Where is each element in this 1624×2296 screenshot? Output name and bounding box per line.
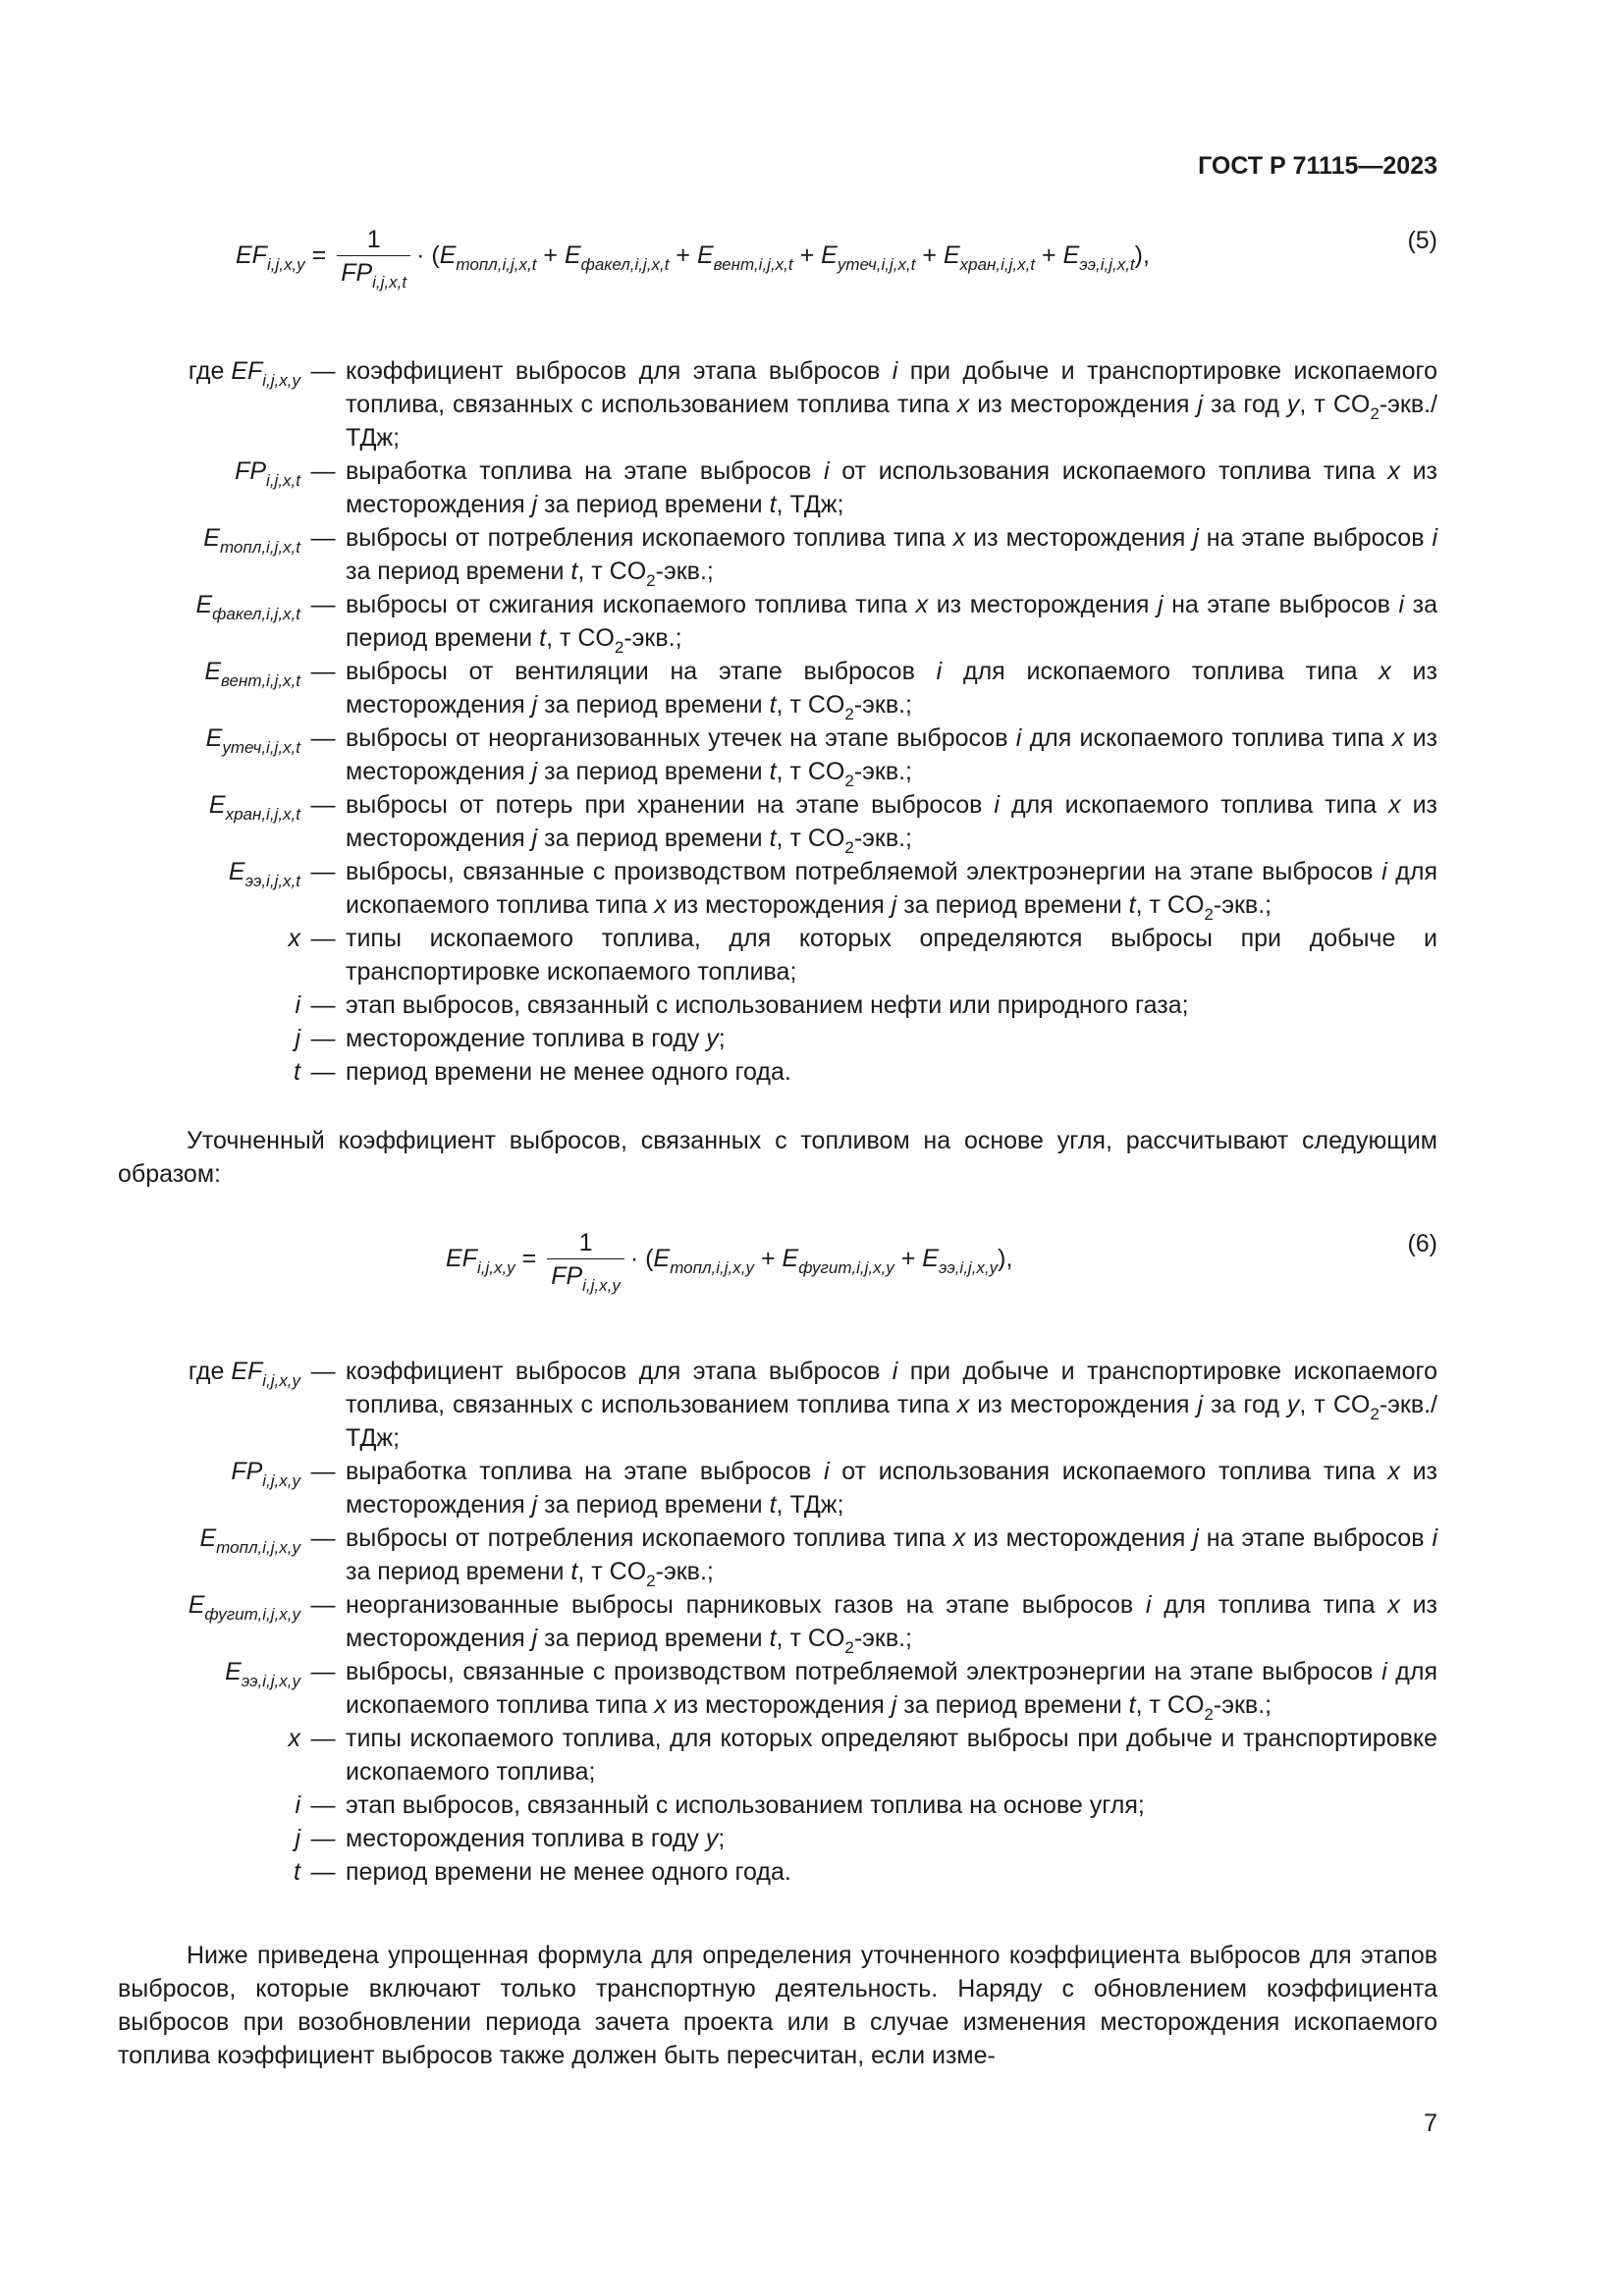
definitions-list-2 bbox=[118, 1355, 1437, 1889]
formula-term: $E_{топл,i,j,x,y}$ + bbox=[653, 1245, 783, 1278]
equation-number: (6) bbox=[1407, 1230, 1437, 1257]
definition-text: выбросы от неорганизованных утечек на этапе выбросов i для ископаемого топлива типа x из месторождения j за период времени t, т $CO_2$-экв.; bbox=[346, 724, 1437, 790]
definition-symbol: j bbox=[295, 1825, 300, 1852]
formula-6: $EF_{i,j,x,y}$ = $\frac{1}{FP_{i,j,x,y}}$ · $(E_{топл,i,j,x,y} + E_{фугит,i,j,x,y} + E_{ээ,i,j,x,y})$, (6) bbox=[446, 1229, 1437, 1295]
definition-item: $E_{ээ,i,j,x,y}$ — выбросы, связанные с производством потребляемой электроэнергии на этапе выбросов i для ископаемого топлива типа x из месторождения j за период времени t, т $CO_2$-экв.; bbox=[118, 1655, 1437, 1722]
definition-item: x — типы ископаемого топлива, для которых определяют выбросы при добыче и транспортировке ископаемого топлива; bbox=[118, 1722, 1437, 1789]
fraction: $\frac{1}{FP_{i,j,x,t}}$ bbox=[337, 224, 410, 290]
definition-item: $FP_{i,j,x,t}$ — выработка топлива на этапе выбросов i от использования ископаемого топлива типа x из месторождения j за период времени t, ТДж; bbox=[118, 454, 1437, 521]
definition-text: период времени не менее одного года. bbox=[346, 1058, 791, 1086]
definition-text: типы ископаемого топлива, для которых определяют выбросы при добыче и транспортировке ископаемого топлива; bbox=[346, 1725, 1437, 1786]
definition-symbol: $E_{топл,i,j,x,t}$ bbox=[203, 524, 300, 557]
definition-text: месторождение топлива в году y; bbox=[346, 1025, 726, 1052]
definition-symbol: $E_{фугит,i,j,x,y}$ bbox=[188, 1591, 300, 1624]
definition-symbol: $FP_{i,j,x,t}$ bbox=[235, 457, 300, 490]
definition-item: где $EF_{i,j,x,y}$ — коэффициент выбросов для этапа выбросов i при добыче и транспортировке ископаемого топлива, связанных с использованием топлива типа x из месторождения j за год y, т $CO_2-экв$./ТДж; bbox=[118, 354, 1437, 454]
definition-item: $E_{фугит,i,j,x,y}$ — неорганизованные выбросы парниковых газов на этапе выбросов i для топлива типа x из месторождения j за период времени t, т $CO_2$-экв.; bbox=[118, 1588, 1437, 1655]
definition-text: типы ископаемого топлива, для которых определяются выбросы при добыче и транспортировке ископаемого топлива; bbox=[346, 925, 1437, 986]
definition-text: выбросы от потребления ископаемого топлива типа x из месторождения j на этапе выбросов i за период времени t, т $CO_2$-экв.; bbox=[346, 524, 1437, 590]
definition-text: выбросы, связанные с производством потребляемой электроэнергии на этапе выбросов i для ископаемого топлива типа x из месторождения j за период времени t, т $CO_2$-экв.; bbox=[346, 1658, 1437, 1724]
definition-symbol: x bbox=[288, 925, 300, 952]
definition-symbol: t bbox=[294, 1058, 300, 1086]
definition-text: коэффициент выбросов для этапа выбросов i при добыче и транспортировке ископаемого топлива, связанных с использованием топлива типа x из месторождения j за год y, т $CO_2-экв$./ТДж; bbox=[346, 357, 1438, 452]
definition-item: $E_{топл,i,j,x,t}$ — выбросы от потребления ископаемого топлива типа x из месторождения j на этапе выбросов i за период времени t, т $CO_2$-экв.; bbox=[118, 521, 1437, 588]
definition-symbol: j bbox=[295, 1025, 300, 1052]
definition-symbol: где $EF_{i,j,x,y}$ bbox=[188, 357, 300, 390]
definition-item: $E_{хран,i,j,x,t}$ — выбросы от потерь при хранении на этапе выбросов i для ископаемого топлива типа x из месторождения j за период времени t, т $CO_2$-экв.; bbox=[118, 788, 1437, 855]
definition-symbol: x bbox=[288, 1725, 300, 1752]
formula-term: $E_{вент,i,j,x,t}$ + bbox=[696, 241, 822, 275]
formula-term: $E_{ээ,i,j,x,t}$ bbox=[1062, 241, 1135, 275]
definition-item: j — месторождения топлива в году y; bbox=[118, 1822, 1437, 1855]
definition-text: коэффициент выбросов для этапа выбросов i при добыче и транспортировке ископаемого топлива, связанных с использованием топлива типа x из месторождения j за год y, т $CO_2-экв$./ТДж; bbox=[346, 1358, 1438, 1452]
definition-symbol: $FP_{i,j,x,y}$ bbox=[231, 1458, 300, 1490]
definition-item: $E_{вент,i,j,x,t}$ — выбросы от вентиляции на этапе выбросов i для ископаемого топлива типа x из месторождения j за период времени t, т $CO_2$-экв.; bbox=[118, 655, 1437, 721]
definition-text: выбросы от сжигания ископаемого топлива типа x из месторождения j на этапе выбросов i за период времени t, т $CO_2$-экв.; bbox=[346, 591, 1438, 657]
definition-symbol: t bbox=[294, 1858, 300, 1886]
definition-text: выбросы от потерь при хранении на этапе выбросов i для ископаемого топлива типа x из месторождения j за период времени t, т $CO_2$-экв.; bbox=[346, 791, 1437, 857]
definition-text: этап выбросов, связанный с использованием нефти или природного газа; bbox=[346, 991, 1189, 1019]
formula-term: $E_{хран,i,j,x,t}$ + bbox=[943, 241, 1063, 275]
paragraph-simplified: Ниже приведена упрощенная формула для определения уточненного коэффициента выбросов для этапов выбросов, которые включают только транспортную деятельность. Наряду с обновлением коэффициента выбросов при возобновлении периода зачета проекта или в случае изменения месторождения ископаемого топлива коэффициент выбросов также должен быть пересчитан, если изме- bbox=[118, 1942, 1437, 2069]
definition-text: выбросы от потребления ископаемого топлива типа x из месторождения j на этапе выбросов i за период времени t, т $CO_2$-экв.; bbox=[346, 1524, 1437, 1590]
definition-symbol: $E_{вент,i,j,x,t}$ bbox=[204, 658, 300, 690]
definition-symbol: i bbox=[295, 991, 300, 1019]
definition-text: этап выбросов, связанный с использованием топлива на основе угля; bbox=[346, 1791, 1145, 1819]
definition-symbol: $E_{ээ,i,j,x,y}$ bbox=[225, 1658, 300, 1690]
definition-item: где $EF_{i,j,x,y}$ — коэффициент выбросов для этапа выбросов i при добыче и транспортировке ископаемого топлива, связанных с использованием топлива типа x из месторождения j за год y, т $CO_2-экв$./ТДж; bbox=[118, 1355, 1437, 1455]
definition-item: $E_{факел,i,j,x,t}$ — выбросы от сжигания ископаемого топлива типа x из месторождения j на этапе выбросов i за период времени t, т $CO_2$-экв.; bbox=[118, 588, 1437, 655]
formula-5: $EF_{i,j,x,y}$ = $\frac{1}{FP_{i,j,x,t}}$ · $(E_{топл,i,j,x,t} + E_{факел,i,j,x,t} + E_{вент,i,j,x,t} + E_{утеч,i,j,x,t} + E_{хран,i,j,x,t} + E_{ээ,i,j,x,t})$, (5) bbox=[236, 226, 1437, 292]
paragraph-coal: Уточненный коэффициент выбросов, связанных с топливом на основе угля, рассчитывают следующим образом: bbox=[118, 1127, 1437, 1188]
definition-item: j — месторождение топлива в году y; bbox=[118, 1022, 1437, 1055]
formula-term: $E_{топл,i,j,x,t}$ + bbox=[439, 241, 565, 275]
definition-symbol: $E_{хран,i,j,x,t}$ bbox=[208, 791, 300, 824]
definition-text: месторождения топлива в году y; bbox=[346, 1825, 726, 1852]
page-number: 7 bbox=[1424, 2109, 1437, 2137]
definition-symbol: $E_{утеч,i,j,x,t}$ bbox=[205, 724, 300, 757]
definition-symbol: $E_{ээ,i,j,x,t}$ bbox=[228, 858, 300, 890]
definition-symbol: $E_{факел,i,j,x,t}$ bbox=[195, 591, 300, 623]
definition-item: x — типы ископаемого топлива, для которых определяются выбросы при добыче и транспортировке ископаемого топлива; bbox=[118, 922, 1437, 988]
formula-term: $E_{фугит,i,j,x,y}$ + bbox=[782, 1245, 923, 1278]
definition-symbol: где $EF_{i,j,x,y}$ bbox=[188, 1358, 300, 1390]
equation-number: (5) bbox=[1407, 227, 1437, 254]
definition-text: период времени не менее одного года. bbox=[346, 1858, 791, 1886]
definition-symbol: i bbox=[295, 1791, 300, 1819]
definition-item: i — этап выбросов, связанный с использованием нефти или природного газа; bbox=[118, 988, 1437, 1022]
definition-text: выбросы, связанные с производством потребляемой электроэнергии на этапе выбросов i для ископаемого топлива типа x из месторождения j за период времени t, т $CO_2$-экв.; bbox=[346, 858, 1437, 924]
definition-item: $FP_{i,j,x,y}$ — выработка топлива на этапе выбросов i от использования ископаемого топлива типа x из месторождения j за период времени t, ТДж; bbox=[118, 1455, 1437, 1522]
definition-item: i — этап выбросов, связанный с использованием топлива на основе угля; bbox=[118, 1789, 1437, 1822]
fraction: $\frac{1}{FP_{i,j,x,y}}$ bbox=[547, 1227, 624, 1293]
formula-term: $E_{факел,i,j,x,t}$ + bbox=[564, 241, 697, 275]
definition-text: выработка топлива на этапе выбросов i от использования ископаемого топлива типа x из месторождения j за период времени t, ТДж; bbox=[346, 457, 1438, 518]
definition-item: $E_{ээ,i,j,x,t}$ — выбросы, связанные с производством потребляемой электроэнергии на этапе выбросов i для ископаемого топлива типа x из месторождения j за период времени t, т $CO_2$-экв.; bbox=[118, 855, 1437, 922]
definition-text: выбросы от вентиляции на этапе выбросов i для ископаемого топлива типа x из месторождения j за период времени t, т $CO_2$-экв.; bbox=[346, 658, 1437, 723]
definition-symbol: $E_{топл,i,j,x,y}$ bbox=[199, 1524, 300, 1557]
formula-term: $E_{ээ,i,j,x,y}$ bbox=[922, 1245, 999, 1278]
definition-text: выработка топлива на этапе выбросов i от использования ископаемого топлива типа x из месторождения j за период времени t, ТДж; bbox=[346, 1458, 1438, 1519]
definition-item: $E_{утеч,i,j,x,t}$ — выбросы от неорганизованных утечек на этапе выбросов i для ископаемого топлива типа x из месторождения j за период времени t, т $CO_2$-экв.; bbox=[118, 721, 1437, 788]
definition-item: $E_{топл,i,j,x,y}$ — выбросы от потребления ископаемого топлива типа x из месторождения j на этапе выбросов i за период времени t, т $CO_2$-экв.; bbox=[118, 1522, 1437, 1588]
definition-item: t — период времени не менее одного года. bbox=[118, 1855, 1437, 1889]
definition-item: t — период времени не менее одного года. bbox=[118, 1055, 1437, 1089]
definitions-list-1 bbox=[118, 354, 1437, 1089]
definition-text: неорганизованные выбросы парниковых газов на этапе выбросов i для топлива типа x из месторождения j за период времени t, т $CO_2$-экв.; bbox=[346, 1591, 1437, 1657]
formula-term: $E_{утеч,i,j,x,t}$ + bbox=[821, 241, 944, 275]
standard-number: ГОСТ Р 71115—2023 bbox=[1198, 152, 1437, 180]
